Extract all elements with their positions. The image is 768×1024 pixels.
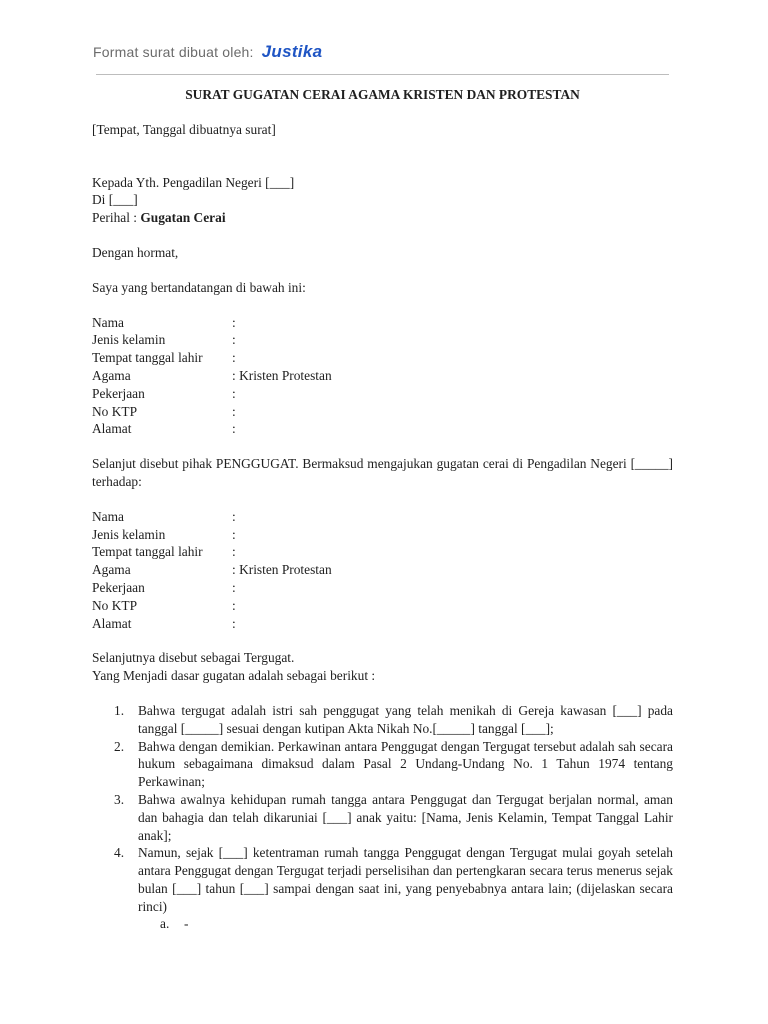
list-item	[92, 791, 673, 844]
field-value: :	[232, 350, 236, 366]
field-row	[92, 367, 673, 385]
field-value: :	[232, 579, 236, 595]
field-row	[92, 331, 673, 349]
field-label: No KTP	[92, 403, 138, 419]
item-number: 2.	[114, 738, 125, 754]
justika-logo: Justika	[261, 42, 323, 61]
basis-line: Yang Menjadi dasar gugatan adalah sebagai berikut :	[92, 668, 376, 684]
grounds-list	[92, 702, 673, 916]
field-row	[92, 385, 673, 403]
field-row	[92, 403, 673, 421]
field-value: :	[232, 385, 236, 401]
page-header	[93, 40, 322, 64]
list-item	[92, 844, 673, 915]
field-label: No KTP	[92, 597, 138, 613]
subject-label: Perihal :	[92, 210, 141, 226]
field-value: :	[232, 508, 236, 524]
field-row	[92, 349, 673, 367]
item-number: 3.	[114, 791, 125, 807]
field-label: Agama	[92, 367, 131, 383]
item-number: 1.	[114, 702, 125, 718]
field-row	[92, 526, 673, 544]
field-row	[92, 615, 673, 633]
item-text: Bahwa dengan demikian. Perkawinan antara Penggugat dengan Tergugat tersebut adalah sah secara hukum sebagaimana dimaksud dalam Pasal 2 Undang-Undang No. 1 Tahun 1974 tentang Perkawinan;	[138, 738, 673, 790]
field-value: :	[232, 421, 236, 437]
defendant-fields	[92, 508, 673, 633]
defendant-line: Selanjutnya disebut sebagai Tergugat.	[92, 650, 295, 666]
field-value: : Kristen Protestan	[232, 562, 332, 578]
field-label: Nama	[92, 508, 124, 524]
item-text: Bahwa awalnya kehidupan rumah tangga antara Penggugat dan Tergugat berjalan normal, aman dan bahagia dan telah dikaruniai [___] anak yaitu: [Nama, Jenis Kelamin, Tempat Tanggal Lahir anak];	[138, 791, 673, 843]
field-value: :	[232, 332, 236, 348]
sub-item-number: a.	[160, 916, 170, 932]
field-label: Alamat	[92, 421, 132, 437]
item-text: Bahwa tergugat adalah istri sah penggugat yang telah menikah di Gereja kawasan [___] pada tanggal [_____] sesuai dengan kutipan Akta Nikah No.[_____] tanggal [___];	[138, 702, 673, 736]
field-row	[92, 508, 673, 526]
field-value: :	[232, 597, 236, 613]
item-number: 4.	[114, 845, 125, 861]
field-row	[92, 314, 673, 332]
field-row	[92, 543, 673, 561]
letter-title: SURAT GUGATAN CERAI AGAMA KRISTEN DAN PROTESTAN	[185, 87, 580, 102]
field-label: Jenis kelamin	[92, 526, 166, 542]
plaintiff-fields	[92, 314, 673, 439]
field-label: Alamat	[92, 615, 132, 631]
field-row	[92, 420, 673, 438]
recipient-line: Kepada Yth. Pengadilan Negeri [___]	[92, 174, 295, 190]
list-item	[92, 702, 673, 738]
subject-line	[92, 209, 673, 227]
letter-body	[92, 86, 673, 933]
sub-item-text: -	[184, 916, 189, 932]
header-prefix: Format surat dibuat oleh:	[93, 44, 254, 60]
field-value: :	[232, 615, 236, 631]
greeting: Dengan hormat,	[92, 244, 179, 260]
field-label: Nama	[92, 314, 124, 330]
field-label: Pekerjaan	[92, 579, 145, 595]
field-row	[92, 561, 673, 579]
intro-line: Saya yang bertandatangan di bawah ini:	[92, 279, 306, 295]
field-value: :	[232, 314, 236, 330]
field-label: Jenis kelamin	[92, 332, 166, 348]
field-value: :	[232, 526, 236, 542]
list-item	[92, 738, 673, 791]
field-value: :	[232, 544, 236, 560]
item-text: Namun, sejak [___] ketentraman rumah tangga Penggugat dengan Tergugat mulai goyah setelah antara Penggugat dengan Tergugat terjadi perselisihan dan pertengkaran secara terus menerus sejak bulan [___] tahun [___] sampai dengan saat ini, yang penyebabnya antara lain; (dijelaskan secara rinci)	[138, 845, 673, 914]
field-row	[92, 579, 673, 597]
header-divider	[96, 74, 669, 75]
field-value: :	[232, 403, 236, 419]
plaintiff-paragraph: Selanjut disebut pihak PENGGUGAT. Bermaksud mengajukan gugatan cerai di Pengadilan Negeri [_____] terhadap:	[92, 456, 673, 489]
place-date: [Tempat, Tanggal dibuatnya surat]	[92, 121, 276, 137]
field-label: Tempat tanggal lahir	[92, 544, 203, 560]
recipient-location: Di [___]	[92, 192, 138, 208]
field-label: Tempat tanggal lahir	[92, 350, 203, 366]
field-label: Pekerjaan	[92, 385, 145, 401]
field-value: : Kristen Protestan	[232, 367, 332, 383]
field-row	[92, 597, 673, 615]
subject-value: Gugatan Cerai	[140, 210, 226, 226]
sub-list-item	[92, 915, 673, 933]
field-label: Agama	[92, 562, 131, 578]
